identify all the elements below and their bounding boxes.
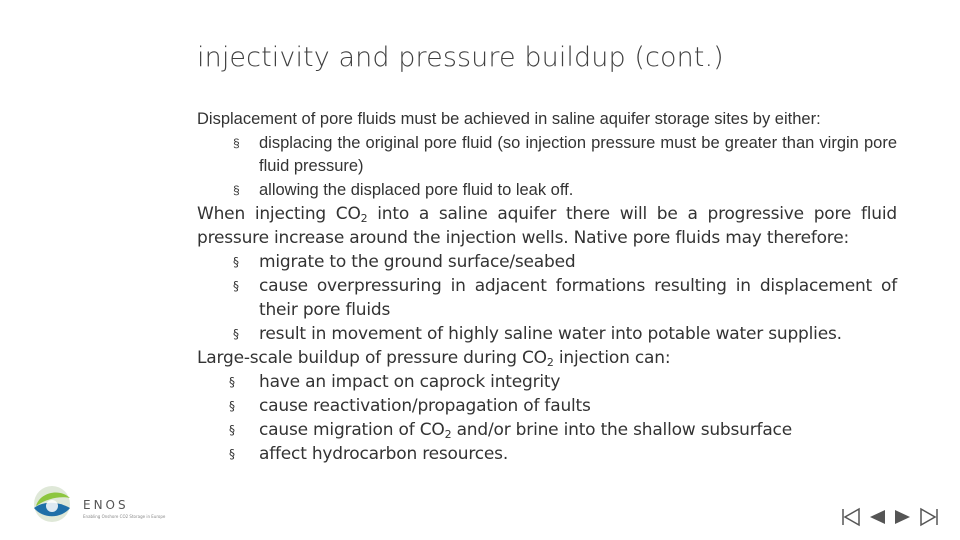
intro-text: When injecting CO xyxy=(197,204,361,224)
list-item xyxy=(197,442,897,466)
list-item xyxy=(197,179,897,203)
subscript: 2 xyxy=(360,212,368,225)
subscript: 2 xyxy=(546,356,554,369)
logo-wordmark: ENOS xyxy=(83,498,129,512)
list-item xyxy=(197,370,897,394)
paragraph-displacement xyxy=(197,108,897,202)
list-item-text: affect hydrocarbon resources. xyxy=(259,444,509,464)
list-item-text: displacing the original pore fluid (so injection pressure must be greater than virgin pore fluid pressure) xyxy=(259,133,897,175)
bullet-list xyxy=(197,250,897,346)
intro-text: into a saline aquifer there will be a progressive pore fluid pressure increase around the injection wells. Native pore fluids may therefore: xyxy=(197,204,897,248)
list-item xyxy=(197,250,897,274)
paragraph-pressure-buildup xyxy=(197,346,897,466)
list-item xyxy=(197,394,897,418)
bullet-list xyxy=(197,132,897,203)
paragraph-intro: Displacement of pore fluids must be achieved in saline aquifer storage sites by either: xyxy=(197,110,821,128)
previous-slide-icon xyxy=(866,506,888,528)
list-item xyxy=(197,418,897,442)
list-item-text: result in movement of highly saline water into potable water supplies. xyxy=(259,324,842,344)
list-item-text: have an impact on caprock integrity xyxy=(259,372,561,392)
first-slide-button[interactable] xyxy=(840,506,862,528)
next-slide-button[interactable] xyxy=(892,506,914,528)
bullet-marker: § xyxy=(229,447,235,461)
slide-body xyxy=(197,108,897,466)
list-item-text: allowing the displaced pore fluid to leak off. xyxy=(259,180,574,199)
list-item-text: and/or brine into the shallow subsurface xyxy=(451,420,792,440)
bullet-marker: § xyxy=(229,423,235,437)
list-item xyxy=(197,274,897,322)
paragraph-injection xyxy=(197,202,897,346)
first-slide-icon xyxy=(840,506,862,528)
logo-tagline: Enabling Onshore CO2 Storage in Europe xyxy=(83,514,166,519)
subscript: 2 xyxy=(444,428,452,441)
list-item-text: migrate to the ground surface/seabed xyxy=(259,252,576,272)
next-slide-icon xyxy=(892,506,914,528)
paragraph-intro xyxy=(197,202,897,250)
last-slide-icon xyxy=(918,506,940,528)
list-item xyxy=(197,322,897,346)
last-slide-button[interactable] xyxy=(918,506,940,528)
bullet-marker: § xyxy=(233,135,240,150)
bullet-marker: § xyxy=(233,182,240,197)
list-item xyxy=(197,132,897,179)
bullet-marker: § xyxy=(233,327,239,341)
slide-navigation xyxy=(840,506,940,528)
slide-title: injectivity and pressure buildup (cont.) xyxy=(197,42,724,73)
bullet-marker: § xyxy=(229,399,235,413)
bullet-list xyxy=(197,370,897,466)
bullet-marker: § xyxy=(233,255,239,269)
intro-text: Large-scale buildup of pressure during CO xyxy=(197,348,547,368)
list-item-text: cause reactivation/propagation of faults xyxy=(259,396,591,416)
list-item-text: cause overpressuring in adjacent formations resulting in displacement of their pore fluids xyxy=(259,276,897,320)
previous-slide-button[interactable] xyxy=(866,506,888,528)
paragraph-intro xyxy=(197,346,897,370)
bullet-marker: § xyxy=(229,375,235,389)
list-item-text: cause migration of CO xyxy=(259,420,445,440)
bullet-marker: § xyxy=(233,279,239,293)
intro-text: injection can: xyxy=(553,348,671,368)
